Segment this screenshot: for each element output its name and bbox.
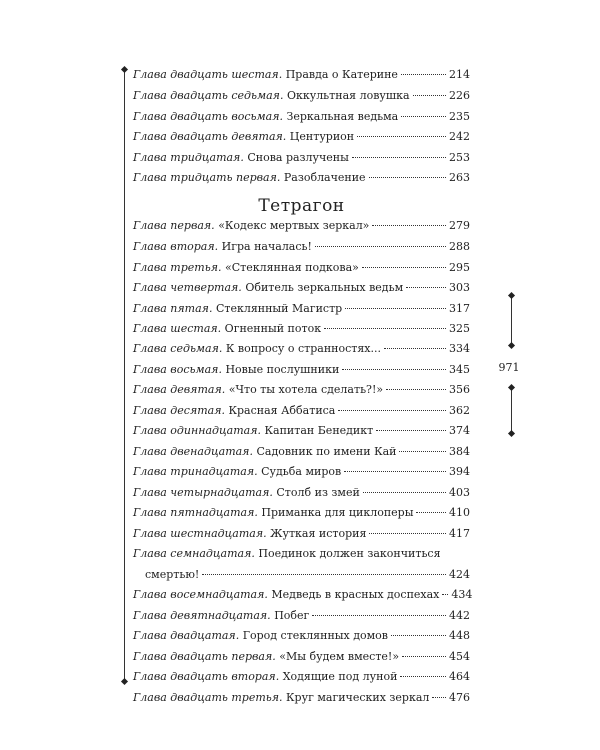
toc-entry: Глава тридцатая. Снова разлучены 253 bbox=[133, 151, 470, 164]
left-border-rule bbox=[124, 70, 125, 682]
toc-entry: Глава шестнадцатая. Жуткая история 417 bbox=[133, 527, 470, 540]
toc-entry: Глава девятнадцатая. Побег 442 bbox=[133, 609, 470, 622]
toc-entry: Глава первая. «Кодекс мертвых зеркал» 279 bbox=[133, 219, 470, 232]
section-title: Тетрагон bbox=[258, 196, 345, 216]
toc-entry: Глава тридцать первая. Разоблачение 263 bbox=[133, 171, 470, 184]
folio-rule-upper bbox=[511, 296, 512, 346]
folio-ornament-lower-top bbox=[508, 384, 515, 391]
toc-entry: Глава двадцать девятая. Центурион 242 bbox=[133, 130, 470, 143]
toc-entry: Глава седьмая. К вопросу о странностях... 334 bbox=[133, 342, 470, 355]
left-border-top-ornament bbox=[121, 66, 128, 73]
left-border-bottom-ornament bbox=[121, 678, 128, 685]
folio-rule-lower bbox=[511, 388, 512, 434]
toc-entry: Глава двенадцатая. Садовник по имени Кай 384 bbox=[133, 445, 470, 458]
toc-entry: Глава четвертая. Обитель зеркальных ведьм 303 bbox=[133, 281, 470, 294]
toc-entry: Глава девятая. «Что ты хотела сделать?!» 356 bbox=[133, 383, 470, 396]
toc-entry: Глава шестая. Огненный поток 325 bbox=[133, 322, 470, 335]
toc-entry: Глава восемнадцатая. Медведь в красных доспехах 434 bbox=[133, 588, 473, 601]
toc-entry: Глава двадцать первая. «Мы будем вместе!» 454 bbox=[133, 650, 470, 663]
folio-ornament-upper-bottom bbox=[508, 342, 515, 349]
toc-entry: Глава двадцать третья. Круг магических зеркал 476 bbox=[133, 691, 470, 704]
toc-entry: Глава третья. «Стеклянная подкова» 295 bbox=[133, 261, 470, 274]
toc-entry: Глава двадцатая. Город стеклянных домов 448 bbox=[133, 629, 470, 642]
toc-entry: Глава восьмая. Новые послушники 345 bbox=[133, 363, 470, 376]
toc-entry: Глава пятнадцатая. Приманка для циклоперы 410 bbox=[133, 506, 470, 519]
toc-entry: Глава двадцать восьмая. Зеркальная ведьма 235 bbox=[133, 110, 470, 123]
toc-entry-continuation: смертью! 424 bbox=[145, 568, 470, 581]
toc-entry: Глава двадцать шестая. Правда о Катерине 214 bbox=[133, 68, 470, 81]
toc-entry: Глава семнадцатая. Поединок должен закончиться bbox=[133, 547, 441, 560]
toc-entry: Глава десятая. Красная Аббатиса 362 bbox=[133, 404, 470, 417]
folio-ornament-upper-top bbox=[508, 292, 515, 299]
toc-entry: Глава двадцать вторая. Ходящие под луной 464 bbox=[133, 670, 470, 683]
folio-ornament-lower-bottom bbox=[508, 430, 515, 437]
toc-entry: Глава двадцать седьмая. Оккультная ловушка 226 bbox=[133, 89, 470, 102]
toc-entry: Глава вторая. Игра началась! 288 bbox=[133, 240, 470, 253]
toc-entry: Глава тринадцатая. Судьба миров 394 bbox=[133, 465, 470, 478]
page-number: 971 bbox=[498, 361, 520, 374]
toc-entry: Глава четырнадцатая. Столб из змей 403 bbox=[133, 486, 470, 499]
toc-entry: Глава пятая. Стеклянный Магистр 317 bbox=[133, 302, 470, 315]
toc-entry: Глава одиннадцатая. Капитан Бенедикт 374 bbox=[133, 424, 470, 437]
